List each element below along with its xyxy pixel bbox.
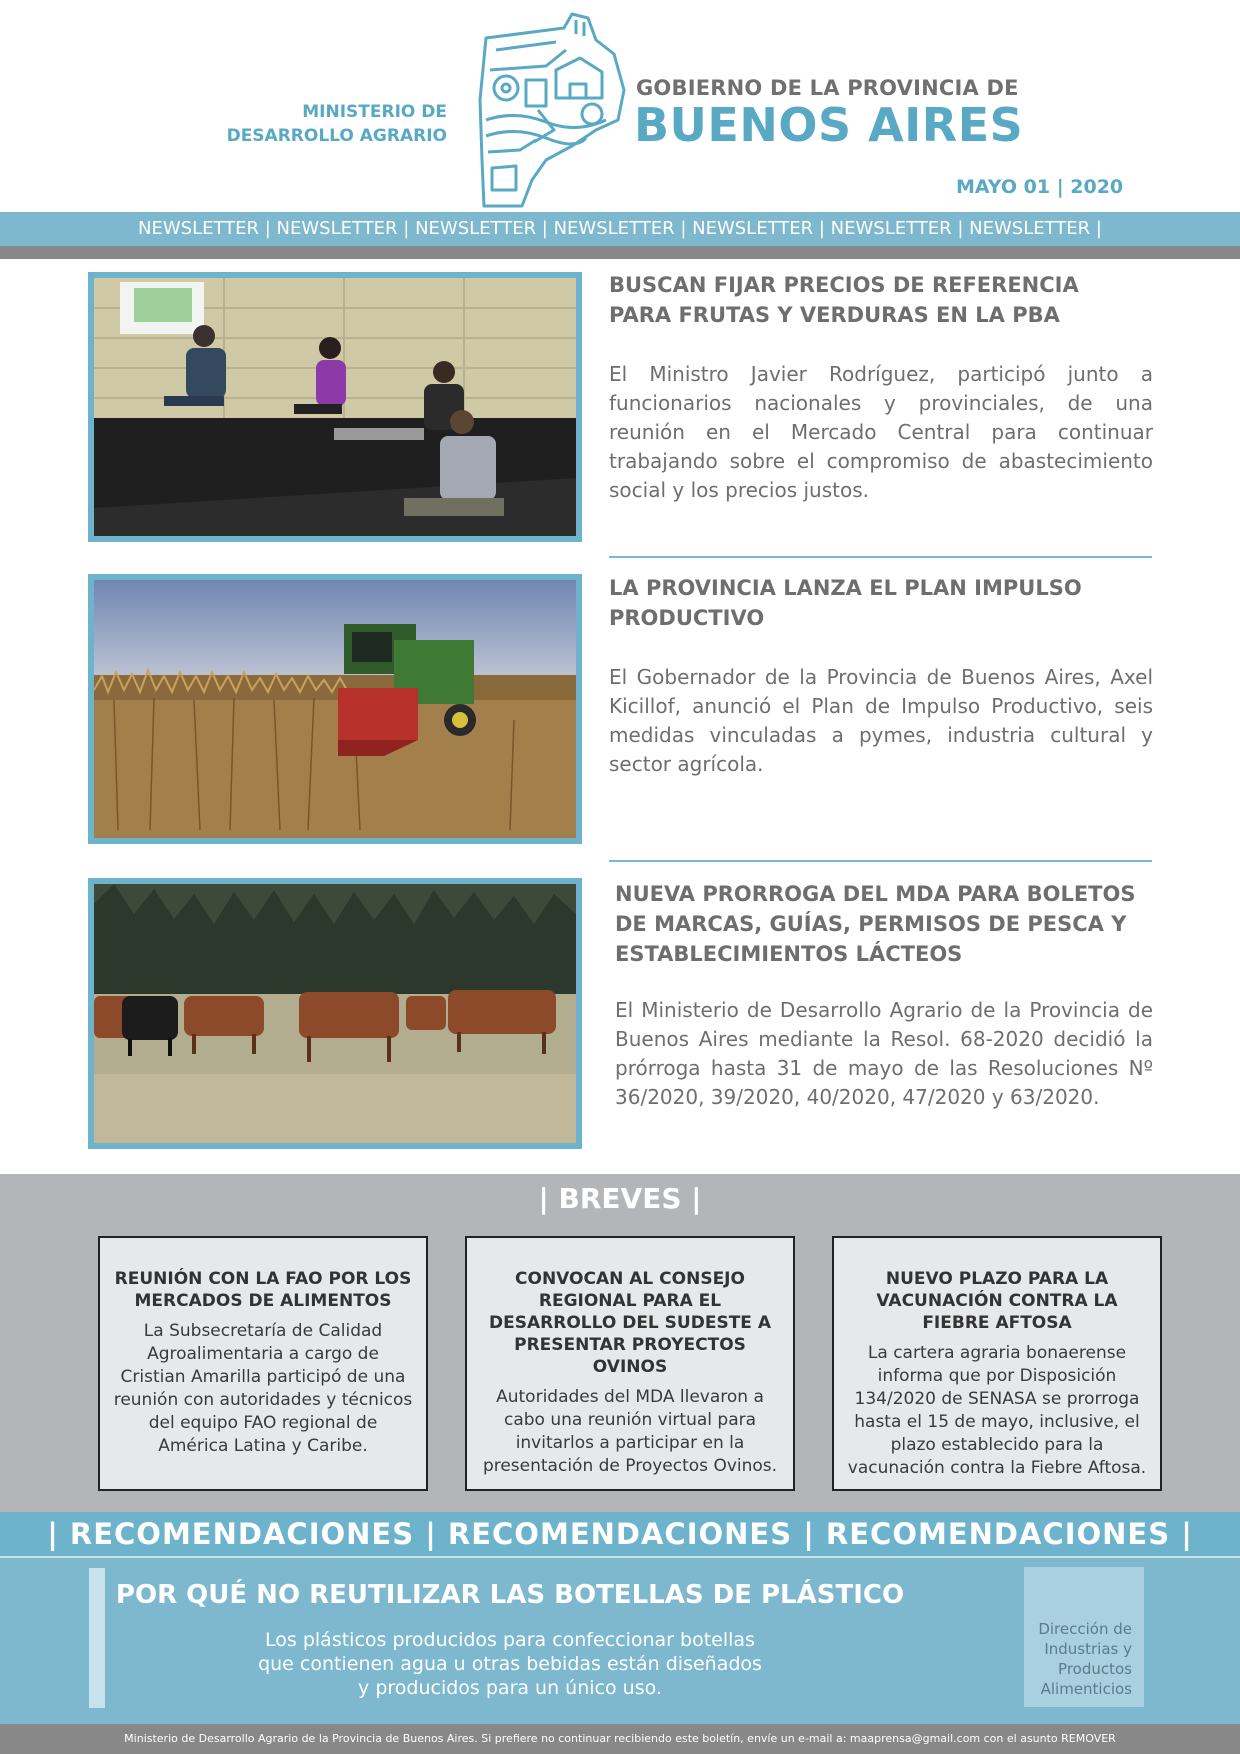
article-3-title-line-3: ESTABLECIMIENTOS LÁCTEOS <box>615 942 963 966</box>
brief-3-title: NUEVO PLAZO PARA LA VACUNACIÓN CONTRA LA FIEBRE AFTOSA <box>876 1269 1118 1333</box>
brief-3-body: La cartera agraria bonaerense informa que por Disposición 134/2020 de SENASA se prorroga hasta el 15 de mayo, inclusive, el plazo establecido para la vacunación contra la Fiebre Aftosa. <box>847 1343 1147 1478</box>
issue-date: MAYO 01 | 2020 <box>956 176 1124 198</box>
province-map-logo-icon <box>476 10 626 208</box>
article-3-title-line-1: NUEVA PRORROGA DEL MDA PARA BOLETOS <box>615 882 1136 906</box>
brief-1-title: REUNIÓN CON LA FAO POR LOS MERCADOS DE ALIMENTOS <box>114 1269 412 1311</box>
gray-divider <box>0 246 1240 259</box>
breves-title: | BREVES | <box>538 1182 702 1215</box>
article-2-body: El Gobernador de la Provincia de Buenos Aires, Axel Kicillof, anunció el Plan de Impulso Productivo, seis medidas vinculadas a pymes, industria cultural y sector agrícola. <box>609 665 1153 776</box>
recomendaciones-title: POR QUÉ NO REUTILIZAR LAS BOTELLAS DE PLÁSTICO <box>115 1580 905 1610</box>
brief-1-body: La Subsecretaría de Calidad Agroalimentaria a cargo de Cristian Amarilla participó de una reunión con autoridades y técnicos del equipo FAO regional de América Latina y Caribe. <box>113 1321 413 1456</box>
article-2-title <box>609 573 1157 633</box>
brief-card-2 <box>465 1236 795 1491</box>
brief-card-1 <box>98 1236 428 1491</box>
article-1-photo <box>88 272 582 542</box>
ministry-line-1: MINISTERIO DE <box>302 102 447 122</box>
article-1-title-line-1: BUSCAN FIJAR PRECIOS DE REFERENCIA <box>609 273 1079 297</box>
footer-unsubscribe-note: Ministerio de Desarrollo Agrario de la Provincia de Buenos Aires. Si prefiere no continuar recibiendo este boletín, envíe un e-mail a: maaprensa@gmail.com con el asunto REMOVER <box>0 1724 1240 1754</box>
government-line-1: GOBIERNO DE LA PROVINCIA DE <box>636 76 1019 100</box>
brief-card-3 <box>832 1236 1162 1491</box>
recomendaciones-text: Los plásticos producidos para confeccionar botellas que contienen agua u otras bebidas están diseñados y producidos para un único uso. <box>258 1629 762 1699</box>
article-3-title <box>615 879 1163 969</box>
article-1-separator <box>609 556 1152 558</box>
article-2-photo <box>88 574 582 844</box>
article-2-title-line-2: PRODUCTIVO <box>609 606 765 630</box>
article-3-title-line-2: DE MARCAS, GUÍAS, PERMISOS DE PESCA Y <box>615 912 1127 936</box>
recomendaciones-band: | RECOMENDACIONES | RECOMENDACIONES | RECOMENDACIONES | <box>0 1512 1240 1556</box>
newsletter-band: NEWSLETTER | NEWSLETTER | NEWSLETTER | NEWSLETTER | NEWSLETTER | NEWSLETTER | NEWSLETTER | <box>0 212 1240 246</box>
article-3-photo <box>88 878 582 1149</box>
brief-2-body: Autoridades del MDA llevaron a cabo una reunión virtual para invitarlos a participar en la presentación de Proyectos Ovinos. <box>482 1387 778 1476</box>
brief-2-title: CONVOCAN AL CONSEJO REGIONAL PARA EL DESARROLLO DEL SUDESTE A PRESENTAR PROYECTOS OVINOS <box>489 1269 771 1377</box>
direction-credit: Dirección de Industrias y Productos Alimenticios <box>1024 1567 1144 1707</box>
ministry-name <box>227 100 447 148</box>
article-3-body: El Ministerio de Desarrollo Agrario de la Provincia de Buenos Aires mediante la Resol. 68-2020 decidió la prórroga hasta 31 de mayo de las Resoluciones Nº 36/2020, 39/2020, 40/2020, 47/2020 y 63/2020. <box>615 998 1153 1109</box>
recomendaciones-accent-bar <box>89 1568 105 1708</box>
article-1-body: El Ministro Javier Rodríguez, participó junto a funcionarios nacionales y provinciales, de una reunión en el Mercado Central para continuar trabajando sobre el compromiso de abastecimiento social y los precios justos. <box>609 362 1153 502</box>
article-1-title <box>609 270 1157 330</box>
government-line-2: BUENOS AIRES <box>634 98 1024 152</box>
ministry-line-2: DESARROLLO AGRARIO <box>226 126 447 146</box>
newsletter-header <box>0 0 1240 212</box>
article-2-title-line-1: LA PROVINCIA LANZA EL PLAN IMPULSO <box>609 576 1082 600</box>
article-1-title-line-2: PARA FRUTAS Y VERDURAS EN LA PBA <box>609 303 1060 327</box>
article-2-separator <box>609 860 1152 862</box>
